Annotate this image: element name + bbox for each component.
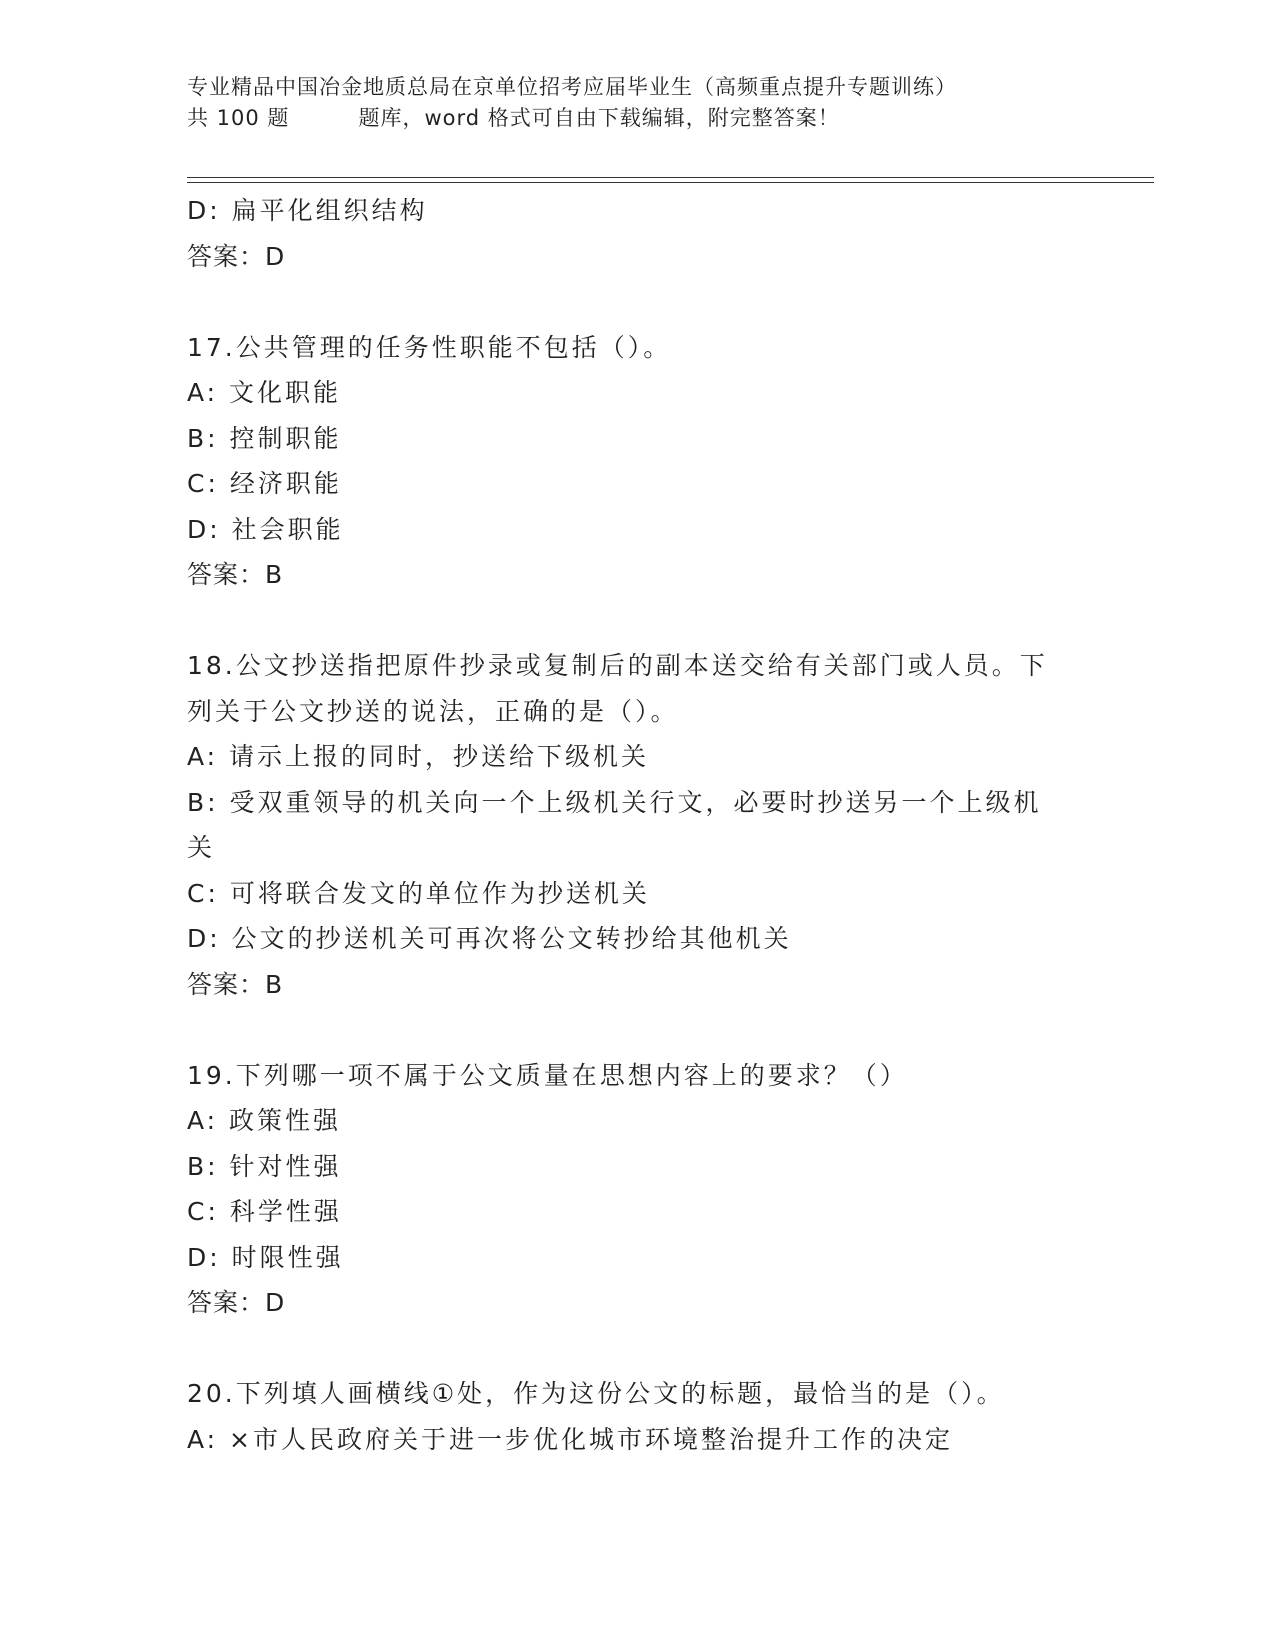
header-subtitle: 共 100 题 题库，word 格式可自由下载编辑，附完整答案！: [187, 106, 840, 130]
option-d: D: 社会职能: [187, 514, 344, 544]
option-c: C: 经济职能: [187, 469, 342, 498]
question-list: [187, 188, 1087, 1462]
answer: 答案：B: [187, 560, 284, 589]
spacer: [187, 1007, 1087, 1053]
answer: 答案：D: [187, 1288, 286, 1317]
answer: 答案：B: [187, 969, 284, 999]
option-c: C: 可将联合发文的单位作为抄送机关: [187, 878, 650, 908]
option-c: C: 科学性强: [187, 1197, 342, 1226]
option-d: D: 公文的抄送机关可再次将公文转抄给其他机关: [187, 924, 792, 953]
answer: 答案：D: [187, 241, 286, 271]
spacer: [187, 279, 1087, 325]
option-a: A: ×市人民政府关于进一步优化城市环境整治提升工作的决定: [187, 1424, 953, 1454]
header-title: 专业精品中国冶金地质总局在京单位招考应届毕业生（高频重点提升专题训练）: [187, 75, 957, 99]
document-header: [187, 72, 1147, 134]
option-a: A: 政策性强: [187, 1106, 342, 1135]
option-d: D: 时限性强: [187, 1242, 344, 1272]
question-18-line1: 18.公文抄送指把原件抄录或复制后的副本送交给有关部门或人员。下: [187, 651, 1048, 680]
spacer: [187, 598, 1087, 644]
question-20: 20.下列填人画横线①处，作为这份公文的标题，最恰当的是（）。: [187, 1379, 1005, 1408]
question-19: 19.下列哪一项不属于公文质量在思想内容上的要求？（）: [187, 1060, 908, 1090]
option-b: B: 控制职能: [187, 423, 342, 453]
option-d: D: 扁平化组织结构: [187, 196, 428, 225]
spacer: [187, 1326, 1087, 1372]
option-b-line1: B: 受双重领导的机关向一个上级机关行文，必要时抄送另一个上级机: [187, 787, 1042, 817]
question-17: 17.公共管理的任务性职能不包括（）。: [187, 332, 672, 362]
question-18-line2: 列关于公文抄送的说法，正确的是（）。: [187, 696, 679, 726]
header-divider-bottom: [187, 182, 1154, 183]
option-b: B: 针对性强: [187, 1151, 342, 1181]
header-divider-top: [187, 177, 1154, 178]
option-a: A: 文化职能: [187, 378, 342, 407]
option-a: A: 请示上报的同时，抄送给下级机关: [187, 742, 650, 771]
option-b-line2: 关: [187, 833, 216, 862]
